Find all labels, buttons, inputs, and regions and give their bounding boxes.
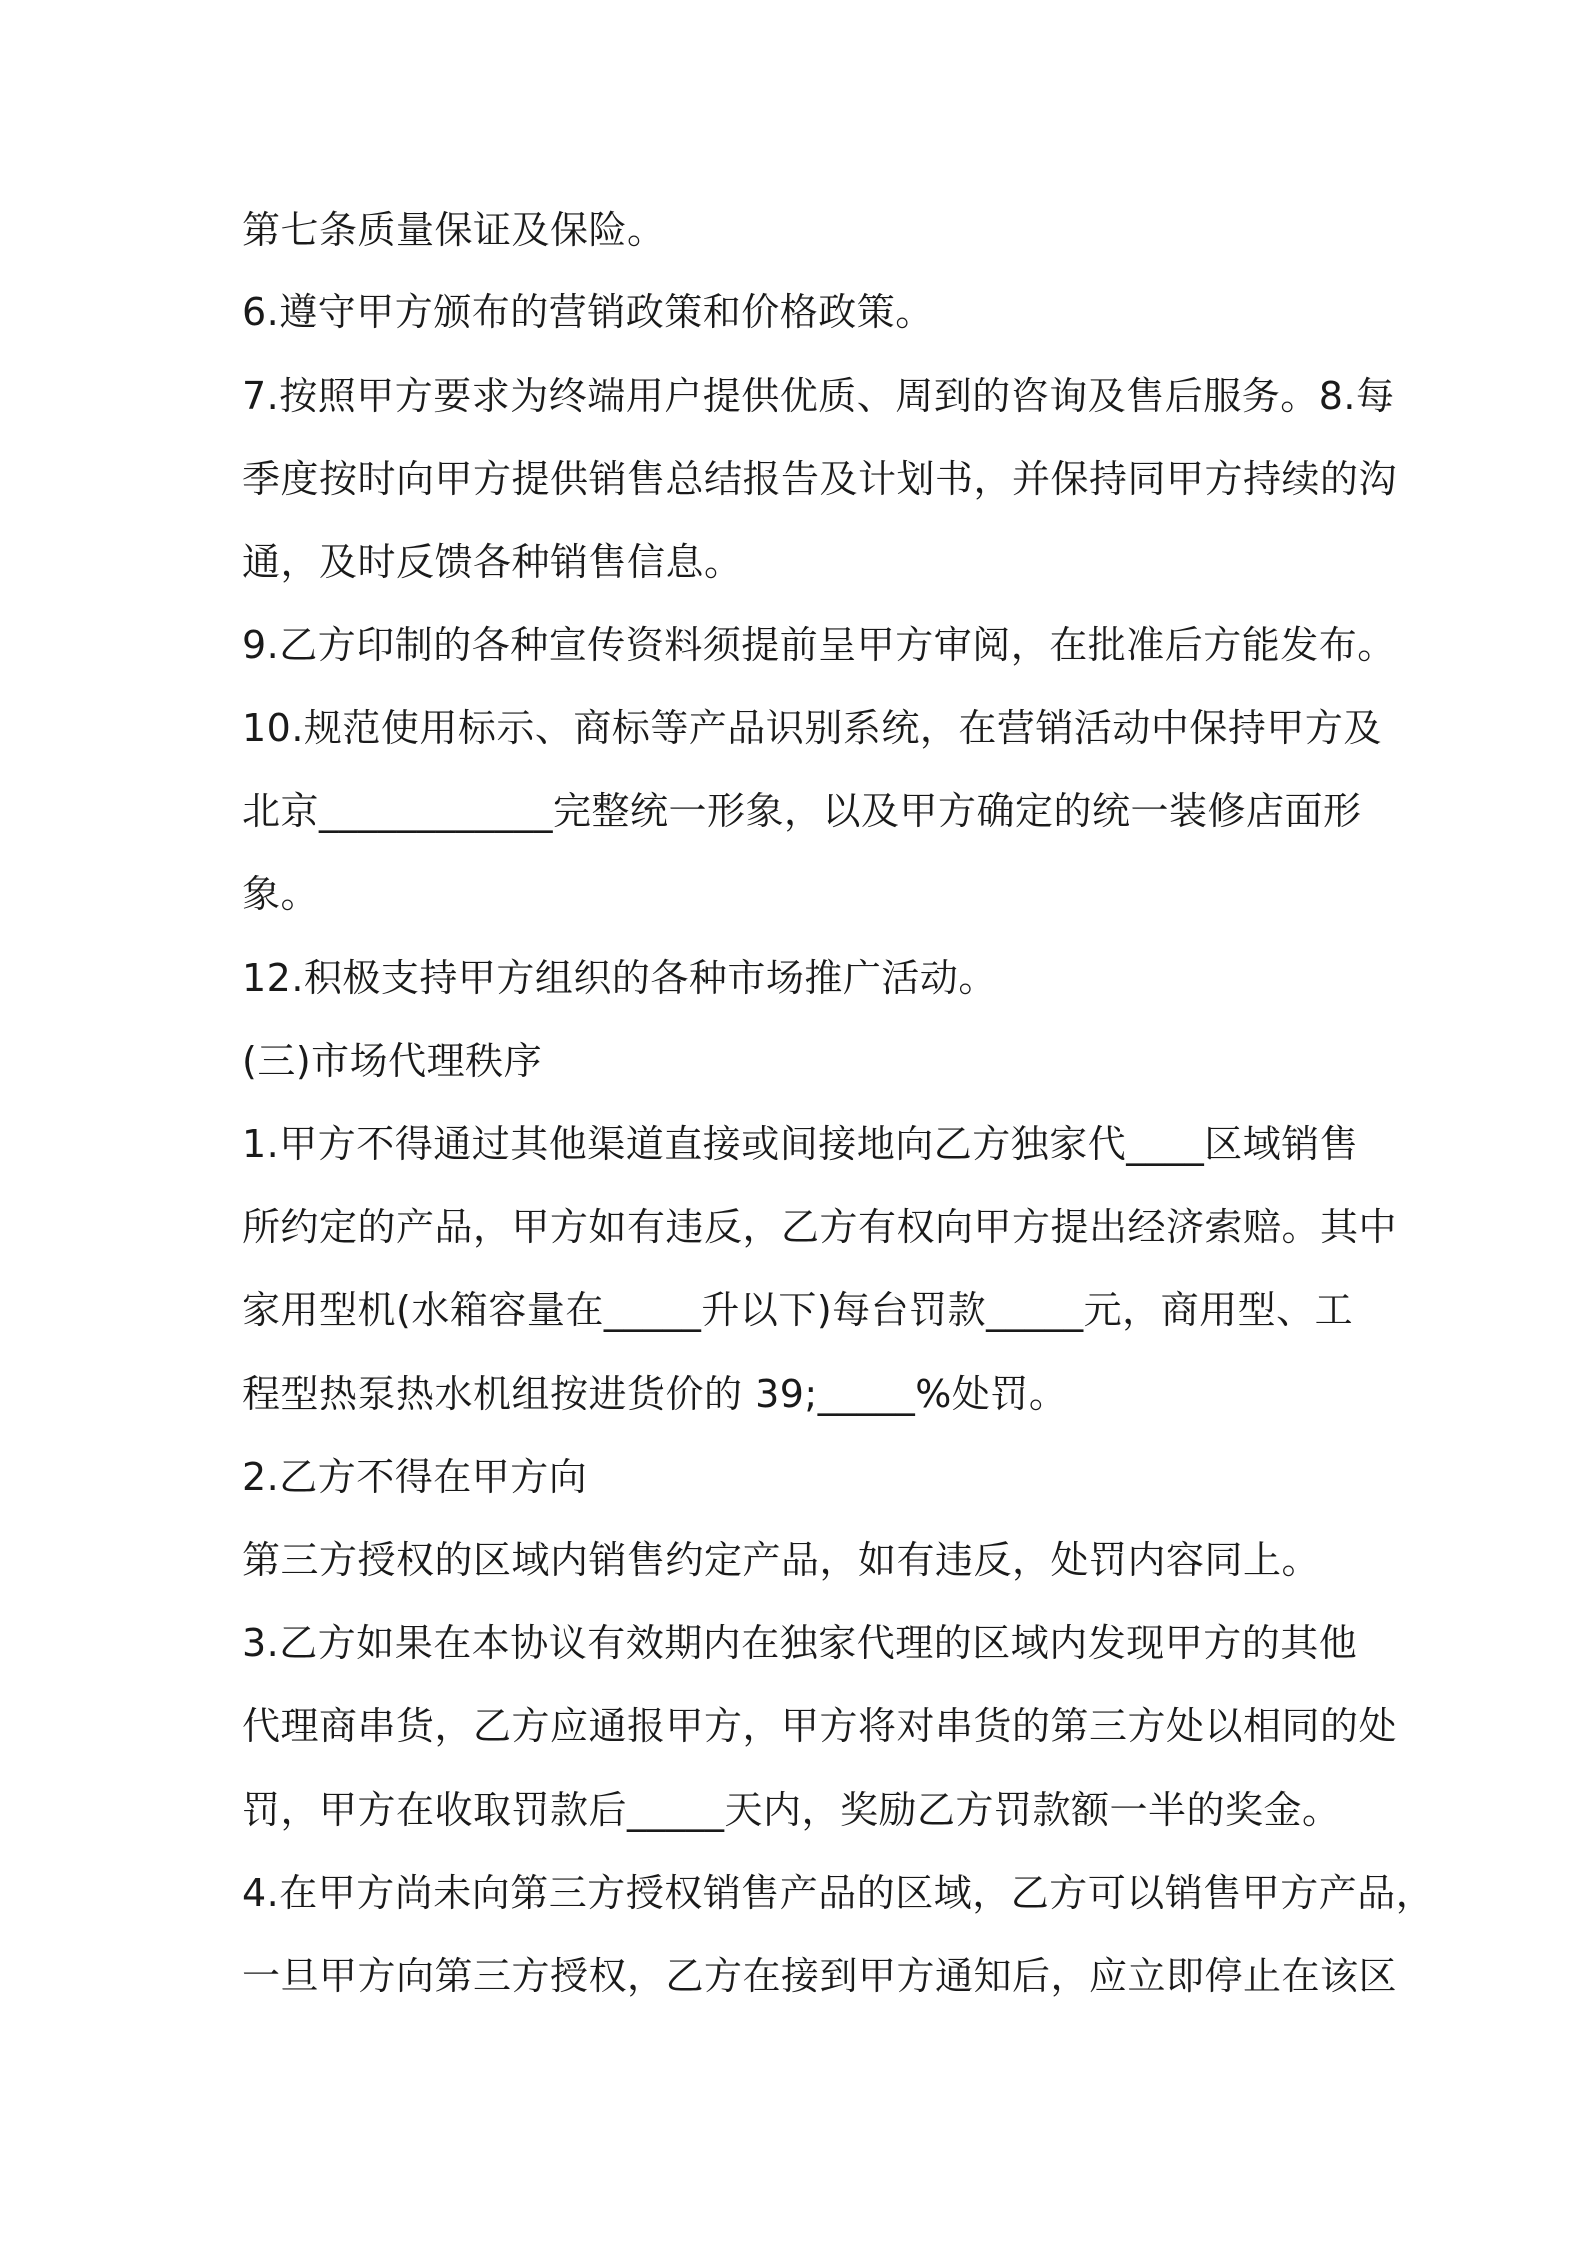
clause-10-line-1: 10.规范使用标示、商标等产品识别系统，在营销活动中保持甲方及 <box>242 706 1382 750</box>
market-clause-1-line-3: 家用型机(水箱容量在_____升以下)每台罚款_____元，商用型、工 <box>242 1288 1354 1332</box>
market-clause-2-line-1: 2.乙方不得在甲方向 <box>242 1455 588 1499</box>
section-heading-quality: 第七条质量保证及保险。 <box>242 208 666 252</box>
market-clause-1-line-2: 所约定的产品，甲方如有违反，乙方有权向甲方提出经济索赔。其中 <box>242 1205 1398 1249</box>
market-clause-3-line-2: 代理商串货，乙方应通报甲方，甲方将对串货的第三方处以相同的处 <box>242 1704 1398 1748</box>
market-clause-3-line-3: 罚，甲方在收取罚款后_____天内，奖励乙方罚款额一半的奖金。 <box>242 1788 1341 1832</box>
clause-6: 6.遵守甲方颁布的营销政策和价格政策。 <box>242 290 934 334</box>
market-clause-1-line-4: 程型热泵热水机组按进货价的 39;_____%处罚。 <box>242 1372 1068 1416</box>
clause-7-line-3: 通，及时反馈各种销售信息。 <box>242 540 743 584</box>
clause-9: 9.乙方印制的各种宣传资料须提前呈甲方审阅，在批准后方能发布。 <box>242 623 1396 667</box>
market-clause-4-line-2: 一旦甲方向第三方授权，乙方在接到甲方通知后，应立即停止在该区 <box>242 1954 1398 1998</box>
clause-7-line-2: 季度按时向甲方提供销售总结报告及计划书，并保持同甲方持续的沟 <box>242 457 1398 501</box>
clause-10-line-3: 象。 <box>242 872 320 916</box>
market-clause-1-line-1: 1.甲方不得通过其他渠道直接或间接地向乙方独家代____区域销售 <box>242 1122 1359 1166</box>
section-heading-market-order: (三)市场代理秩序 <box>242 1039 543 1083</box>
clause-10-line-2: 北京____________完整统一形象，以及甲方确定的统一装修店面形 <box>242 789 1362 833</box>
clause-12: 12.积极支持甲方组织的各种市场推广活动。 <box>242 956 997 1000</box>
market-clause-4-line-1: 4.在甲方尚未向第三方授权销售产品的区域，乙方可以销售甲方产品， <box>242 1871 1435 1915</box>
market-clause-3-line-1: 3.乙方如果在本协议有效期内在独家代理的区域内发现甲方的其他 <box>242 1621 1358 1665</box>
clause-7-line-1: 7.按照甲方要求为终端用户提供优质、周到的咨询及售后服务。8.每 <box>242 374 1395 418</box>
market-clause-2-line-2: 第三方授权的区域内销售约定产品，如有违反，处罚内容同上。 <box>242 1538 1321 1582</box>
